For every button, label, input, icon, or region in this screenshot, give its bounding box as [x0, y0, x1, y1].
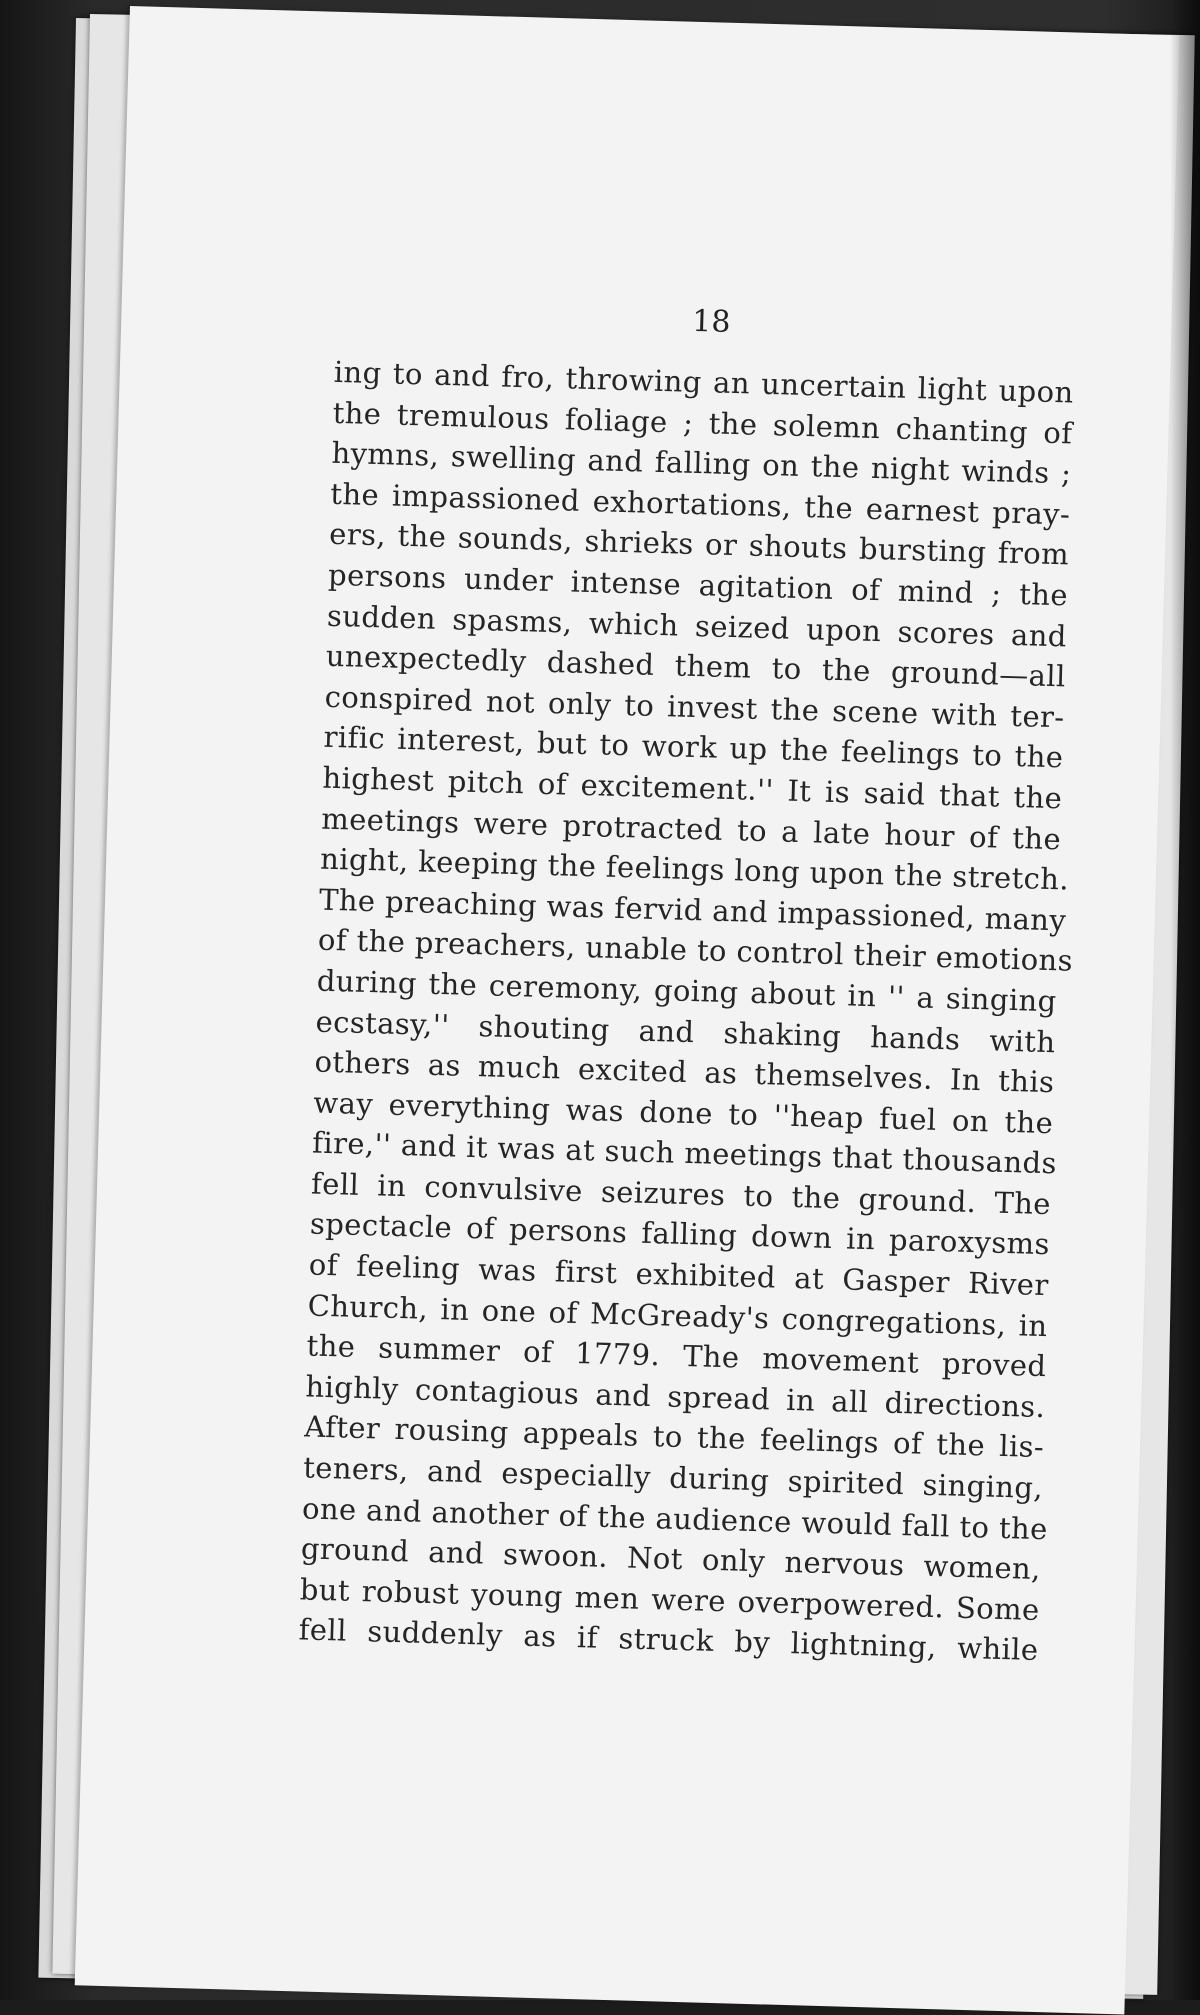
text-line: ground and swoon. Not only nervous women,	[300, 1531, 1042, 1587]
text-line: rific interest, but to work up the feelings to the	[323, 720, 1064, 775]
text-line: night, keeping the feelings long upon the stretch.	[319, 841, 1070, 897]
text-line: way everything was done to ''heap fuel on the	[312, 1085, 1054, 1140]
text-line: Church, in one of McGready's congregations, in	[307, 1288, 1048, 1343]
text-line: unexpectedly dashed them to the ground—all	[325, 638, 1067, 694]
text-line: the tremulous foliage ; the solemn chanting of	[332, 395, 1073, 451]
text-line: After rousing appeals to the feelings of the lis-	[303, 1409, 1045, 1465]
text-line: hymns, swelling and falling on the night winds ;	[331, 435, 1072, 491]
text-line: others as much excited as themselves. In this	[314, 1044, 1055, 1100]
text-line: highest pitch of excitement.'' It is said that the	[322, 760, 1063, 816]
text-line: ing to and fro, throwing an uncertain light upon	[333, 354, 1075, 410]
text-line: ers, the sounds, shrieks or shouts bursting from	[328, 517, 1070, 572]
text-line: the summer of 1779. The movement proved	[306, 1328, 1047, 1384]
text-line: conspired not only to invest the scene with ter-	[324, 679, 1065, 735]
text-line: ecstasy,'' shouting and shaking hands with	[315, 1004, 1056, 1059]
book-page	[75, 6, 1180, 2015]
page-number: 18	[691, 303, 731, 340]
text-line: The preaching was fervid and impassioned, many	[318, 882, 1067, 938]
text-line: fire,'' and it was at such meetings that thousands	[311, 1125, 1058, 1181]
text-line: of feeling was first exhibited at Gasper River	[308, 1247, 1050, 1303]
text-line: fell in convulsive seizures to the ground. The	[310, 1166, 1052, 1222]
text-line: one and another of the audience would fall to the	[301, 1491, 1049, 1546]
text-line: spectacle of persons falling down in paroxysms	[309, 1206, 1051, 1262]
text-line: persons under intense agitation of mind ; the	[327, 557, 1069, 613]
body-text	[298, 352, 1074, 1671]
text-line: fell suddenly as if struck by lightning, while	[298, 1612, 1039, 1668]
text-line: meetings were protracted to a late hour of the	[320, 801, 1062, 856]
text-line: but robust young men were overpowered. Some	[299, 1572, 1041, 1627]
text-line: of the preachers, unable to control their emotions	[317, 922, 1074, 979]
right-edge-shadow	[1170, 0, 1200, 2000]
text-line: the impassioned exhortations, the earnest pray-	[329, 476, 1071, 532]
text-line: highly contagious and spread in all directions.	[305, 1369, 1046, 1424]
text-line: sudden spasms, which seized upon scores and	[326, 598, 1068, 653]
text-line: teners, and especially during spirited singing,	[302, 1450, 1044, 1506]
text-line: during the ceremony, going about in '' a singing	[316, 963, 1058, 1019]
